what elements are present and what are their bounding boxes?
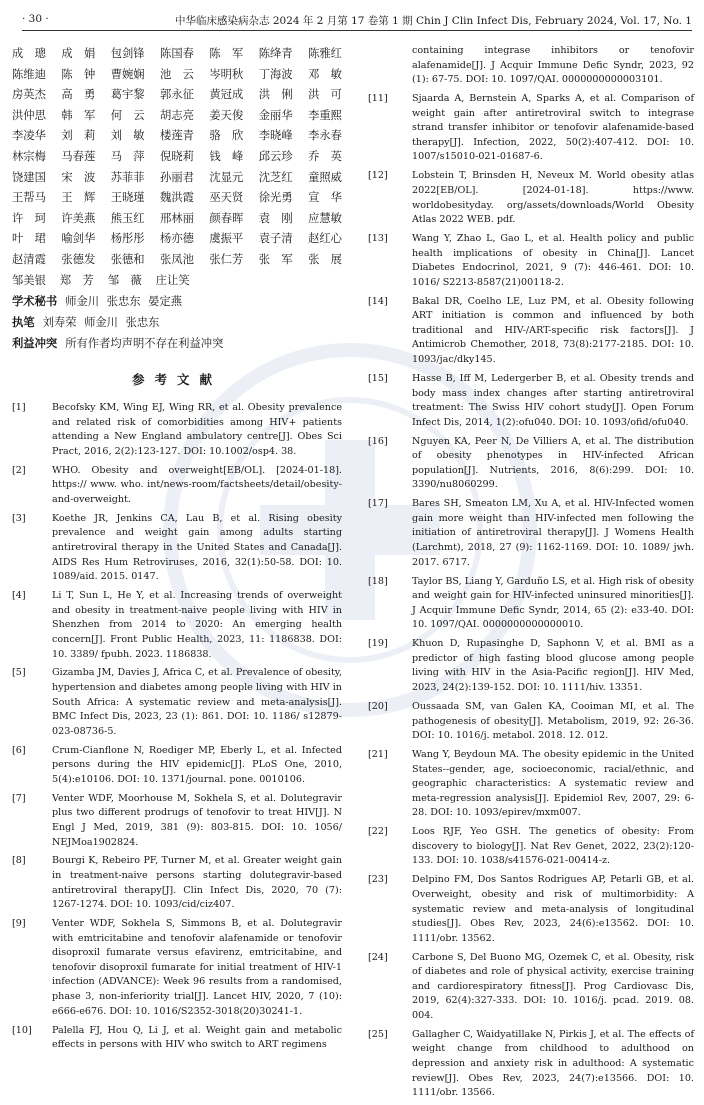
reference-number: [22] — [368, 826, 388, 838]
name-row — [12, 229, 342, 250]
reference-item — [12, 854, 342, 912]
reference-number: [6] — [12, 744, 26, 756]
author-name: 王 辉 — [61, 191, 96, 205]
name-row — [12, 106, 342, 127]
reference-text: Carbone S, Del Buono MG, Ozemek C, et al. Obesity, risk of diabetes and role of physical activity, exercise training and cardiorespiratory fitness[J]. Prog Cardiovasc Dis, 2019, 62(4):327-333. DOI: 10. 1016/j. pcad. 2019. 08. 004. — [412, 951, 694, 1021]
reference-text: Hasse B, Iff M, Ledergerber B, et al. Obesity trends and body mass index changes after starting antiretroviral treatment: The Swiss HIV cohort study[J]. Open Forum Infect Dis, 2014, 1(2):ofu040. DOI: 10. 1093/ofid/ofu040. — [412, 372, 694, 428]
author-name: 邹 薇 — [107, 273, 142, 287]
role-writer: 执笔 刘寿荣 师金川 张忠东 — [12, 315, 160, 330]
author-name: 喻剑华 — [61, 232, 96, 246]
author-name: 林宗梅 — [12, 149, 46, 163]
reference-text: Crum-Cianflone N, Roediger MP, Eberly L, et al. Infected persons during the HIV epidemic[J]. PLoS One, 2010, 5(4):e10106. DOI: 10. 1371/journal. pone. 0010106. — [52, 744, 342, 785]
reference-text: Gizamba JM, Davies J, Africa C, et al. Prevalence of obesity, hypertension and diabetes among people living with HIV in South Africa: A systematic review and meta-analysis[J]. BMC Infect Dis, 2023, 23 (1): 861. DOI: 10. 1186/ s12879-023-08736-5. — [52, 667, 342, 737]
author-name: 应慧敏 — [308, 211, 342, 225]
author-name: 许 珂 — [12, 211, 46, 225]
author-name: 杨彤彤 — [110, 232, 145, 246]
author-name: 刘 敏 — [110, 129, 145, 143]
name-row — [12, 209, 342, 230]
author-name: 张凤池 — [160, 252, 194, 266]
author-name: 房英杰 — [12, 88, 46, 102]
reference-text: Delpino FM, Dos Santos Rodrigues AP, Petarli GB, et al. Overweight, obesity and risk of multimorbidity: A systematic review and meta-analysis of longitudinal studies[J]. Obes Rev, 2023, 24(6):e13562. DOI: 10. 1111/obr. 13562. — [412, 874, 694, 944]
reference-number: [1] — [12, 402, 26, 414]
reference-item — [12, 401, 342, 459]
reference-item — [368, 873, 694, 946]
page-number: · 30 · — [22, 13, 49, 25]
author-name: 宣 华 — [308, 191, 342, 205]
reference-number: [24] — [368, 951, 388, 963]
reference-item — [368, 497, 694, 570]
name-row — [12, 85, 342, 106]
reference-item — [368, 435, 694, 493]
author-name: 成 娟 — [61, 47, 96, 60]
author-name: 宋 波 — [61, 170, 96, 184]
author-name: 姜天俊 — [209, 108, 244, 122]
name-row — [12, 44, 342, 65]
reference-number: [17] — [368, 498, 388, 510]
name-row — [12, 65, 342, 86]
author-name: 骆 欣 — [209, 129, 244, 143]
author-name: 熊玉红 — [110, 211, 145, 225]
reference-text: Becofsky KM, Wing EJ, Wing RR, et al. Obesity prevalence and related risk of comorbidities among HIV+ patients attending a New England ambulatory centre[J]. Obes Sci Pract, 2016, 2(2):123-127. DOI: 10.1002/osp4. 38. — [52, 402, 342, 457]
reference-item — [12, 792, 342, 850]
left-column — [12, 44, 342, 1057]
reference-number: [7] — [12, 792, 26, 804]
reference-item — [368, 169, 694, 227]
role-academic-secretary: 学术秘书 师金川 张忠东 晏定燕 — [12, 294, 183, 309]
author-name: 曹婉娴 — [110, 67, 145, 81]
name-row — [12, 168, 342, 189]
reference-number: [14] — [368, 295, 388, 307]
reference-item — [368, 951, 694, 1024]
reference-number: [4] — [12, 590, 26, 602]
author-name: 陈 军 — [209, 47, 244, 60]
author-name: 何 云 — [110, 108, 145, 122]
reference-text: Khuon D, Rupasinghe D, Saphonn V, et al. BMI as a predictor of high fasting blood glucose among people living with HIV in the Asia-Pacific region[J]. HIV Med, 2023, 24(2):139-152. DOI: 10. 1111/hiv. 13351. — [412, 638, 694, 694]
author-name: 包剑锋 — [110, 47, 145, 60]
reference-text: WHO. Obesity and overweight[EB/OL]. [2024-01-18]. https:// www. who. int/news-room/factsheets/detail/obesity-and-overweight. — [52, 464, 342, 505]
reference-text: Venter WDF, Sokhela S, Simmons B, et al. Dolutegravir with emtricitabine and tenofovir alafenamide or tenofovir disoproxil fumarate versus efavirenz, emtricitabine, and tenofovir disoproxil fumarate for initial treatment of HIV-1 infection (ADVANCE): Week 96 results from a randomised, phase 3, non-inferiority trial[J]. Lancet HIV, 2020, 7 (10): e666-e676. DOI: 10. 1016/S2352-3018(20)30241-1. — [52, 918, 342, 1017]
reference-text: Loos RJF, Yeo GSH. The genetics of obesity: From discovery to biology[J]. Nat Rev Genet, 2022, 23(2):120-133. DOI: 10. 1038/s41576-021-00414-z. — [412, 826, 694, 867]
reference-text: Bares SH, Smeaton LM, Xu A, et al. HIV-Infected women gain more weight than HIV-infected men following the initiation of antiretroviral therapy[J]. J Womens Health (Larchmt), 2018, 27 (9): 1162-1169. DOI: 10. 1089/ jwh. 2017. 6717. — [412, 498, 694, 568]
reference-text: Bourgi K, Rebeiro PF, Turner M, et al. Greater weight gain in treatment-naive persons starting dolutegravir-based antiretroviral therapy[J]. Clin Infect Dis, 2020, 70 (7): 1267-1274. DOI: 10. 1093/cid/ciz407. — [52, 855, 342, 911]
journal-running-title: 中华临床感染病杂志 2024 年 2 月第 17 卷第 1 期 Chin J Clin Infect Dis, February 2024, Vol. 17, No. 1 — [175, 15, 692, 27]
reference-text: Wang Y, Zhao L, Gao L, et al. Health policy and public health implications of obesity in China[J]. Lancet Diabetes Endocrinol, 2021, 9 (7): 446-461. DOI: 10. 1016/ S2213-8587(21)00118-2. — [412, 233, 694, 288]
author-name: 邱云珍 — [258, 149, 293, 163]
author-name: 徐光勇 — [258, 191, 293, 205]
reference-item — [368, 295, 694, 368]
author-name: 张 军 — [258, 252, 293, 266]
name-row — [12, 250, 342, 271]
references-list-right — [368, 92, 694, 1101]
author-name: 邹美银 — [12, 273, 46, 287]
reference-number: [19] — [368, 638, 388, 650]
author-name: 陈维迪 — [12, 67, 46, 81]
author-name: 李晓峰 — [258, 129, 293, 143]
author-name: 张德发 — [61, 252, 96, 266]
reference-item — [368, 825, 694, 869]
author-name: 饶建国 — [12, 170, 46, 184]
name-row — [12, 271, 342, 292]
author-name: 巫天贤 — [209, 191, 244, 205]
author-name: 童照威 — [308, 170, 342, 184]
reference-text: Wang Y, Beydoun MA. The obesity epidemic in the United States--gender, age, socioeconomic, racial/ethnic, and geographic characteristics: A systematic review and meta-regression analysis[J]. Epidemiol Rev, 2007, 29: 6-28. DOI: 10. 1093/epirev/mxm007. — [412, 748, 694, 819]
reference-text: Oussaada SM, van Galen KA, Cooiman MI, et al. The pathogenesis of obesity[J]. Metabolism, 2019, 92: 26-36. DOI: 10. 1016/j. metabol. 2018. 12. 012. — [412, 700, 694, 742]
reference-text: Bakal DR, Coelho LE, Luz PM, et al. Obesity following ART initiation is common and influenced by both traditional and HIV-/ART-specific risk factors[J]. J Antimicrob Chemother, 2018, 73(8):2177-2185. DOI: 10. 1093/jac/dky145. — [412, 295, 694, 366]
author-name: 葛宇黎 — [110, 88, 145, 102]
reference-number: [3] — [12, 512, 26, 524]
author-name: 黄冠成 — [209, 88, 244, 102]
author-name: 陈国春 — [160, 47, 194, 60]
author-name: 池 云 — [160, 67, 194, 81]
reference-text: Venter WDF, Moorhouse M, Sokhela S, et al. Dolutegravir plus two different prodrugs of tenofovir to treat HIV[J]. N Engl J Med, 2019, 381 (9): 803-815. DOI: 10. 1056/ NEJMoa1902824. — [52, 792, 342, 848]
author-name: 虞振平 — [209, 232, 244, 246]
reference-item — [12, 917, 342, 1019]
author-name: 岑明秋 — [209, 67, 244, 81]
author-name: 叶 珺 — [12, 232, 46, 246]
reference-number: [8] — [12, 855, 26, 867]
author-name: 张德和 — [110, 252, 145, 266]
author-name: 郑 芳 — [59, 273, 94, 287]
reference-text: Nguyen KA, Peer N, De Villiers A, et al. The distribution of obesity phenotypes in HIV-infected African population[J]. Nutrients, 2016, 8(6):299. DOI: 10. 3390/nu8060299. — [412, 435, 694, 491]
author-name: 袁子清 — [258, 232, 293, 246]
author-name: 杨亦德 — [160, 232, 194, 246]
reference-item — [368, 232, 694, 290]
reference-10-continued: containing integrase inhibitors or tenofovir alafenamide[J]. J Acquir Immune Defic Syndr, 2023, 92 (1): 67-75. DOI: 10. 1097/QAI. 0000000000003101. — [412, 45, 694, 86]
reference-item — [12, 589, 342, 662]
author-name: 丁海波 — [258, 67, 293, 81]
author-name: 袁 刚 — [258, 211, 293, 225]
author-name: 邓 敏 — [308, 67, 342, 81]
name-row — [12, 147, 342, 168]
reference-number: [13] — [368, 233, 388, 245]
reference-number: [21] — [368, 748, 388, 760]
author-name: 刘 莉 — [61, 129, 96, 143]
reference-text: Palella FJ, Hou Q, Li J, et al. Weight gain and metabolic effects in persons with HIV who switch to ART regimens — [52, 1024, 342, 1051]
role-conflict-of-interest: 利益冲突 所有作者均声明不存在利益冲突 — [12, 336, 224, 351]
author-name: 陈 钟 — [61, 67, 96, 81]
author-name-list — [12, 44, 342, 291]
reference-text: Sjaarda A, Bernstein A, Sparks A, et al. Comparison of weight gain after antiretroviral switch to integrase strand transfer inhibitor or tenofovir alafenamide-based therapy[J]. Infection, 2022, 50(2):407-412. DOI: 10. 1007/s15010-021-01687-6. — [412, 93, 694, 163]
author-name: 邢林丽 — [160, 211, 194, 225]
reference-item — [368, 700, 694, 744]
reference-item — [368, 92, 694, 165]
reference-item — [368, 1028, 694, 1101]
author-name: 楼莲青 — [160, 129, 194, 143]
author-name: 洪仲思 — [12, 108, 46, 122]
author-name: 庄让笑 — [155, 273, 190, 287]
author-name: 倪晓莉 — [160, 149, 194, 163]
author-name: 洪 俐 — [258, 88, 293, 102]
author-name: 王帮马 — [12, 191, 46, 205]
reference-text: Taylor BS, Liang Y, Garduño LS, et al. High risk of obesity and weight gain for HIV-infected uninsured minorities[J]. J Acquir Immune Defic Syndr, 2014, 65 (2): e33-40. DOI: 10. 1097/QAI. 0000000000000010. — [412, 575, 694, 631]
author-name: 许美燕 — [61, 211, 96, 225]
reference-number: [18] — [368, 575, 388, 587]
author-name: 成 璁 — [12, 47, 46, 60]
author-name: 颜春晖 — [209, 211, 244, 225]
reference-item — [368, 372, 694, 430]
name-row — [12, 188, 342, 209]
author-name: 沈显元 — [209, 170, 244, 184]
reference-number: [25] — [368, 1028, 388, 1040]
reference-text: Li T, Sun L, He Y, et al. Increasing trends of overweight and obesity in treatment-naive people living with HIV in Shenzhen from 2014 to 2020: An emerging health concern[J]. Front Public Health, 2023, 11: 1186838. DOI: 10. 3389/ fpubh. 2023. 1186838. — [52, 590, 342, 660]
author-name: 郭永征 — [160, 88, 194, 102]
reference-item — [12, 464, 342, 508]
reference-item — [368, 748, 694, 821]
page-header — [22, 10, 692, 31]
reference-item — [12, 512, 342, 585]
author-name: 洪 可 — [308, 88, 342, 102]
reference-number: [2] — [12, 464, 26, 476]
author-name: 苏菲菲 — [110, 170, 145, 184]
reference-item — [12, 666, 342, 739]
reference-item — [368, 637, 694, 695]
reference-number: [10] — [12, 1024, 32, 1036]
author-name: 陈绛青 — [258, 47, 293, 60]
references-list-left — [12, 401, 342, 1053]
reference-text: Koethe JR, Jenkins CA, Lau B, et al. Rising obesity prevalence and weight gain among adults starting antiretroviral therapy in the United States and Canada[J]. AIDS Res Hum Retroviruses, 2016, 32(1):50-58. DOI: 10. 1089/aid. 2015. 0147. — [52, 512, 342, 583]
reference-number: [20] — [368, 700, 388, 712]
author-name: 李重熙 — [308, 108, 342, 122]
author-name: 胡志亮 — [160, 108, 194, 122]
reference-item — [12, 1024, 342, 1053]
author-name: 李永春 — [308, 129, 342, 143]
reference-number: [9] — [12, 918, 26, 930]
author-name: 钱 峰 — [209, 149, 244, 163]
reference-item — [12, 744, 342, 788]
author-name: 高 勇 — [61, 88, 96, 102]
reference-number: [12] — [368, 170, 388, 182]
reference-number: [11] — [368, 93, 388, 105]
author-name: 王晓瑾 — [110, 191, 145, 205]
author-name: 张仁芳 — [209, 252, 244, 266]
references-heading: 参考文献 — [131, 372, 222, 388]
author-name: 李凌华 — [12, 129, 46, 143]
author-name: 陈雅红 — [308, 47, 342, 60]
author-name: 魏洪霞 — [160, 191, 194, 205]
author-name: 张 展 — [308, 252, 342, 266]
author-name: 乔 英 — [308, 149, 342, 163]
reference-text: Lobstein T, Brinsden H, Neveux M. World obesity atlas 2022[EB/OL]. [2024-01-18]. https://www. worldobesityday. org/assets/downloads/World Obesity Atlas 2022 WEB. pdf. — [412, 170, 694, 226]
author-name: 韩 军 — [61, 108, 96, 122]
reference-number: [23] — [368, 874, 388, 886]
reference-item — [368, 575, 694, 633]
author-name: 金丽华 — [258, 108, 293, 122]
author-name: 沈芝红 — [258, 170, 293, 184]
reference-number: [5] — [12, 667, 26, 679]
name-row — [12, 126, 342, 147]
reference-number: [15] — [368, 372, 388, 384]
author-name: 马 萍 — [110, 149, 145, 163]
author-name: 马春莲 — [61, 149, 96, 163]
author-name: 赵红心 — [308, 232, 342, 246]
author-name: 赵清霞 — [12, 252, 46, 266]
reference-text: Gallagher C, Waidyatillake N, Pirkis J, et al. The effects of weight change from childhood to adulthood on depression and anxiety risk in adulthood: A systematic review[J]. Obes Rev, 2023, 24(7):e13566. DOI: 10. 1111/obr. 13566. — [412, 1028, 694, 1099]
author-name: 孙丽君 — [160, 170, 194, 184]
right-column — [368, 44, 694, 1105]
reference-number: [16] — [368, 435, 388, 447]
